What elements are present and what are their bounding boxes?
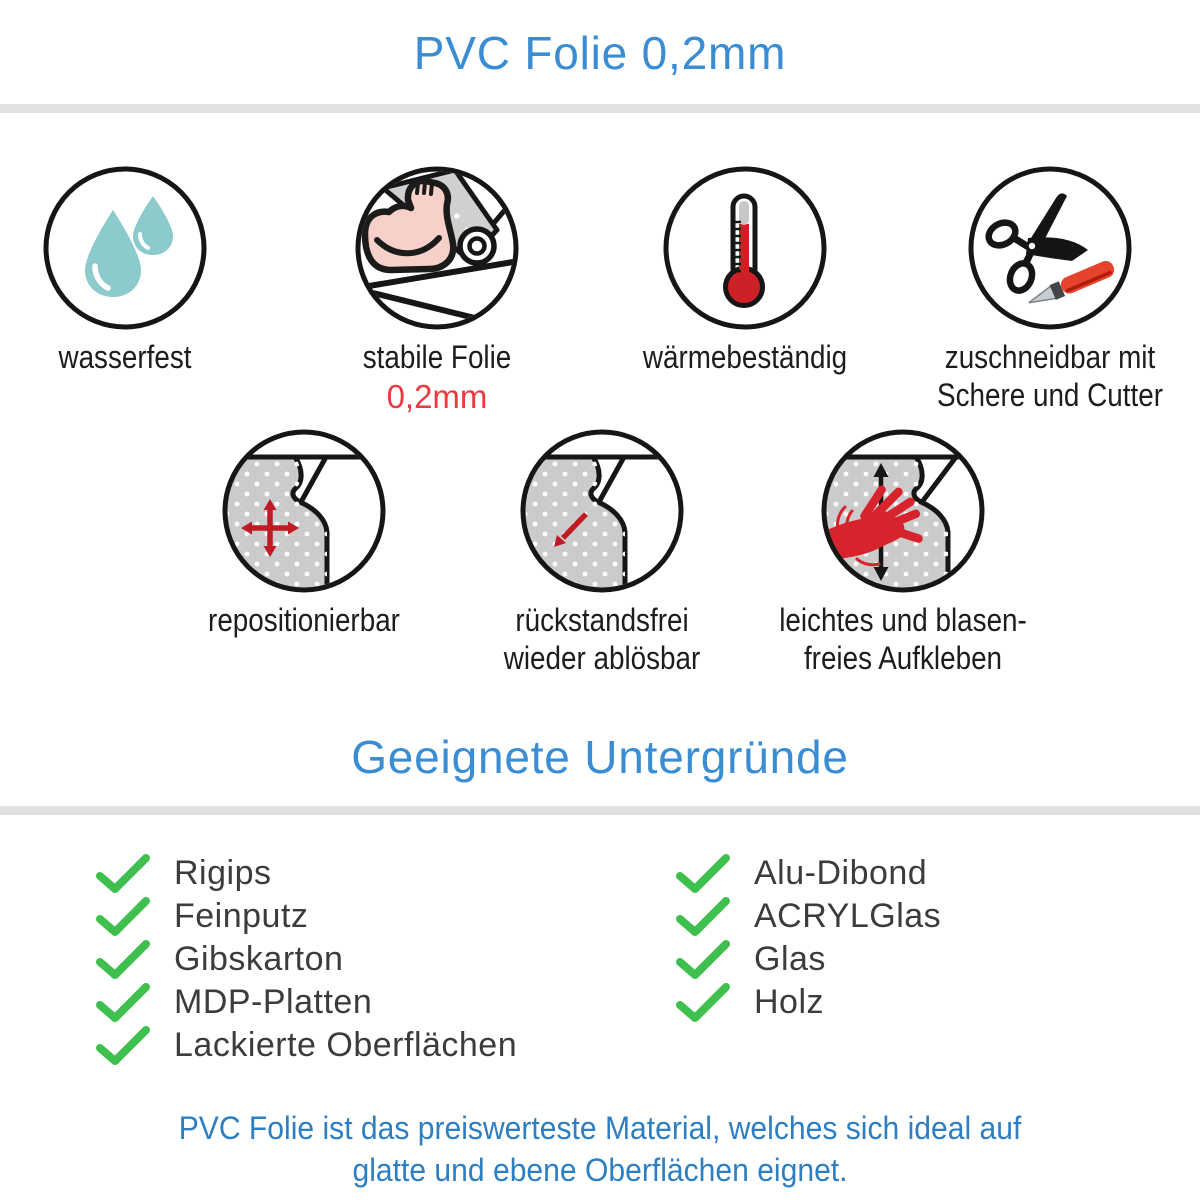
feature-label: rückstandsfrei wieder ablösbar <box>503 602 701 676</box>
list-item <box>676 896 942 935</box>
feature-label: repositionierbar <box>208 602 400 638</box>
feature-label: wasserfest <box>58 339 192 375</box>
feature-stable-foil <box>312 166 562 416</box>
check-icon <box>676 939 730 979</box>
feature-repositionable <box>179 429 429 639</box>
substrate-label: Feinputz <box>174 896 309 935</box>
list-item <box>96 982 517 1021</box>
scissors-cutter-icon <box>968 166 1132 330</box>
substrate-list-left <box>96 853 518 1064</box>
water-drops-icon <box>43 166 207 330</box>
divider <box>0 104 1200 113</box>
list-item <box>676 982 941 1021</box>
substrate-label: Glas <box>754 939 826 978</box>
check-icon <box>96 939 150 979</box>
footer-text-line2: glatte und ebene Oberflächen eignet. <box>352 1152 848 1188</box>
check-icon <box>676 896 730 936</box>
feature-cuttable <box>910 166 1190 414</box>
section-title: Geeignete Untergründe <box>351 731 849 783</box>
feature-label: leichtes und blasen- freies Aufkleben <box>779 602 1027 676</box>
feature-waterproof <box>0 166 250 376</box>
substrate-label: Rigips <box>174 853 272 892</box>
list-item <box>96 896 517 935</box>
thermometer-icon <box>663 166 827 330</box>
feature-label: wärmebeständig <box>642 339 848 375</box>
substrate-label: Alu-Dibond <box>754 853 928 892</box>
muscle-foil-icon <box>355 166 519 330</box>
list-item <box>96 939 517 978</box>
substrate-label: Gibskarton <box>174 939 344 978</box>
peel-off-foil-icon <box>520 429 684 593</box>
feature-residue-free <box>477 429 727 677</box>
divider <box>0 806 1200 815</box>
check-icon <box>676 853 730 893</box>
feature-label: stabile Folie <box>362 339 512 375</box>
substrate-list-right <box>676 853 942 1021</box>
smooth-application-icon <box>821 429 985 593</box>
substrate-label: Holz <box>754 982 825 1021</box>
thickness-value: 0,2mm <box>386 378 488 415</box>
footer-text-line1: PVC Folie ist das preiswerteste Material, welches sich ideal auf <box>178 1110 1022 1146</box>
reposition-foil-icon <box>222 429 386 593</box>
list-item <box>676 939 941 978</box>
check-icon <box>96 1025 150 1065</box>
feature-heat-resistant <box>620 166 870 376</box>
feature-label: zuschneidbar mit Schere und Cutter <box>937 339 1163 413</box>
list-item <box>96 1025 518 1064</box>
page-title: PVC Folie 0,2mm <box>413 27 787 79</box>
list-item <box>96 853 517 892</box>
list-item <box>676 853 941 892</box>
substrate-label: ACRYLGlas <box>754 896 942 935</box>
check-icon <box>96 896 150 936</box>
check-icon <box>96 982 150 1022</box>
check-icon <box>96 853 150 893</box>
feature-bubble-free <box>755 429 1051 677</box>
substrate-label: MDP-Platten <box>174 982 373 1021</box>
substrate-label: Lackierte Oberflächen <box>174 1025 518 1064</box>
check-icon <box>676 982 730 1022</box>
